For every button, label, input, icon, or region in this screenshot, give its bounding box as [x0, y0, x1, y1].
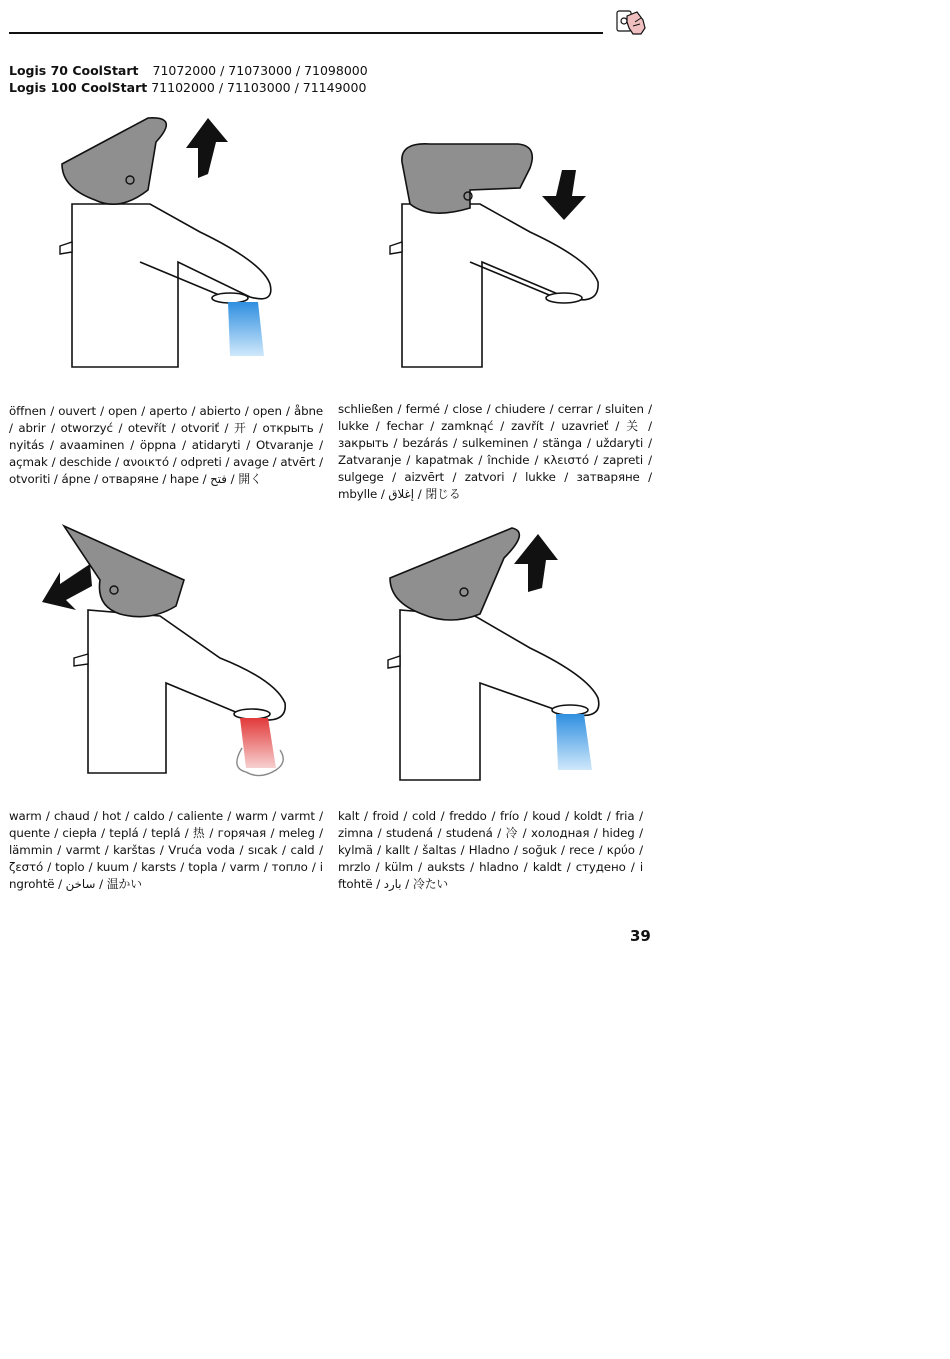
faucet-open-figure	[30, 112, 360, 392]
aerator	[234, 709, 270, 719]
product-line-2	[9, 79, 368, 96]
page-number: 39	[630, 927, 651, 945]
product-name: Logis 70 CoolStart	[9, 63, 139, 78]
aerator	[546, 293, 582, 303]
step-caption-open: öffnen / ouvert / open / aperto / abierto / open / åbne / abrir / otworzyć / otevřít / otvoriť / 开 / открыть / nyitás / avaaminen / öppna / atidaryti / Otvaranje / açmak / deschide / ανοικτό / odpreti / avage / atvērt / otvoriti / ápne / отваряне / hape / فتح / 開く	[9, 404, 323, 487]
arrow-left-icon	[42, 564, 92, 610]
cold-water-stream	[556, 714, 592, 770]
aerator	[212, 293, 248, 303]
cold-water-stream	[228, 302, 264, 356]
product-titles	[9, 62, 368, 96]
arrow-up-icon	[514, 534, 558, 592]
hand-operating-faucet-icon	[613, 8, 649, 36]
lever-handle	[390, 528, 519, 620]
step-caption-cold: kalt / froid / cold / freddo / frío / koud / koldt / fria / zimna / studená / studená / 冷 / холодная / hideg / kylmä / kallt / šaltas / Hladno / soğuk / rece / κρύο / mrzlo / külm / auksts / hladno / kaldt / студено / i ftohtë / بارد / 冷たい	[338, 809, 643, 892]
arrow-up-icon	[186, 118, 228, 178]
hot-water-stream	[240, 718, 276, 768]
aerator	[552, 705, 588, 715]
step-caption-close: schließen / fermé / close / chiudere / cerrar / sluiten / lukke / fechar / zamknąć / zavřít / uzavrieť / 关 / закрыть / bezárás / sulkeminen / stänga / uždaryti / Zatvaranje / kapatmak / închide / κλειστό / zapreti / sulgege / aizvērt / zatvori / lukke / затваряне / mbylle / إغلاق / 閉じる	[338, 402, 652, 502]
arrow-down-icon	[542, 170, 586, 220]
faucet-close-figure	[360, 112, 690, 392]
faucet-warm-figure	[30, 518, 360, 798]
lever-handle	[402, 144, 532, 213]
lever-handle	[62, 118, 166, 204]
product-codes: 71072000 / 71073000 / 71098000	[152, 63, 368, 78]
step-caption-warm: warm / chaud / hot / caldo / caliente / warm / varmt / quente / ciepła / teplá / teplá / 热 / горячая / meleg / lämmin / varmt / karštas / Vruća voda / sıcak / cald / ζεστό / toplo / kuum / karsts / topla / varm / топло / i ngrohtë / ساخن / 温かい	[9, 809, 323, 892]
product-name: Logis 100 CoolStart	[9, 80, 148, 95]
product-line-1	[9, 62, 368, 79]
product-codes: 71102000 / 71103000 / 71149000	[151, 80, 367, 95]
header-rule	[9, 32, 603, 34]
faucet-body	[402, 204, 598, 367]
faucet-cold-figure	[360, 518, 690, 798]
